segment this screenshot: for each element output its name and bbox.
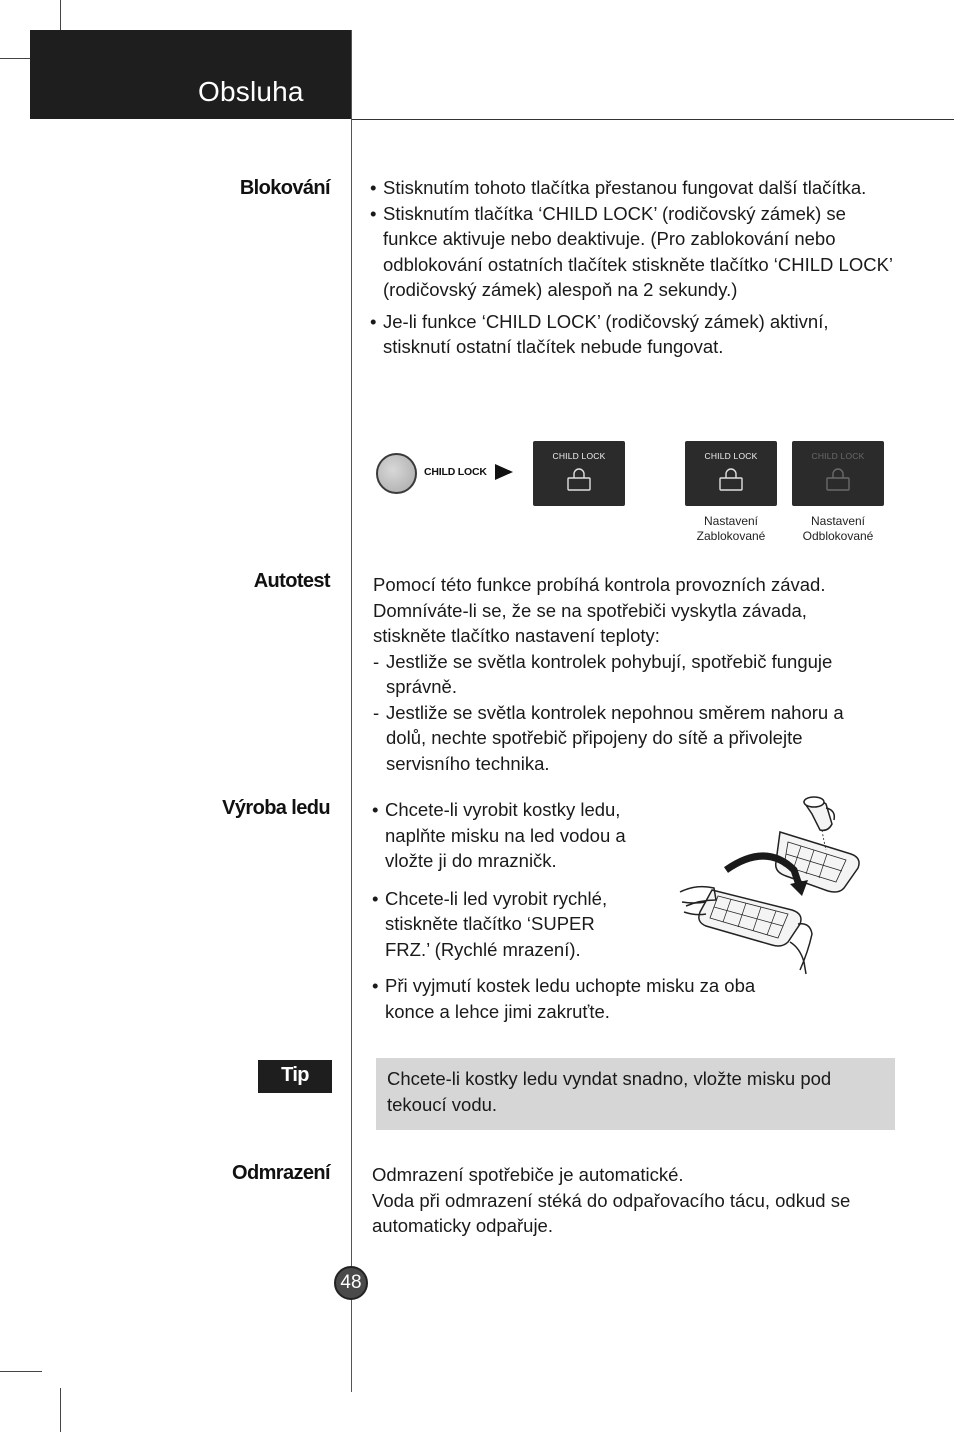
child-lock-panel xyxy=(533,441,625,506)
section-label-autotest: Autotest xyxy=(253,570,330,592)
arrow-right-icon xyxy=(495,464,513,480)
section-label-vyroba-ledu: Výroba ledu xyxy=(222,797,330,819)
header-banner xyxy=(30,30,351,119)
list-item: • Chcete-li vyrobit kostky ledu, naplňte misku na led vodou a vložte ji do mrazničk. xyxy=(372,797,657,874)
child-lock-panel-locked xyxy=(685,441,777,506)
panel-label: CHILD LOCK xyxy=(552,451,606,461)
caption-line: Nastavení xyxy=(810,514,866,528)
crop-mark xyxy=(0,1371,42,1372)
paragraph-line: Pomocí této funkce probíhá kontrola provozních závad. xyxy=(373,574,826,595)
tip-label: Tip xyxy=(281,1064,309,1086)
tip-badge xyxy=(258,1060,332,1093)
padlock-icon xyxy=(718,467,744,491)
list-item: - Jestliže se světla kontrolek nepohnou směrem nahoru a dolů, nechte spotřebič připojeny do sítě a přivolejte servisního technika. xyxy=(373,700,883,777)
child-lock-panel-unlocked xyxy=(792,441,884,506)
child-lock-button-label: CHILD LOCK xyxy=(424,466,487,478)
autotest-text xyxy=(373,572,903,776)
page-title: Obsluha xyxy=(198,76,304,107)
section-label-odmrazeni: Odmrazení xyxy=(232,1162,330,1184)
caption-locked xyxy=(681,514,781,544)
child-lock-button-icon xyxy=(376,453,417,494)
paragraph-line: Voda při odmrazení stéká do odpařovacího tácu, odkud se automaticky odpařuje. xyxy=(372,1189,851,1236)
crop-mark xyxy=(60,1388,61,1432)
section-label-blokovani: Blokování xyxy=(239,177,330,199)
list-item: • Stisknutím tohoto tlačítka přestanou fungovat další tlačítka. xyxy=(370,175,900,201)
column-divider xyxy=(351,30,352,1392)
padlock-icon xyxy=(825,467,851,491)
list-item: • Při vyjmutí kostek ledu uchopte misku za oba konce a lehce jimi zakruťte. xyxy=(372,973,772,1024)
paragraph-line: Odmrazení spotřebiče je automatické. xyxy=(372,1164,684,1185)
caption-line: Zablokované xyxy=(696,529,766,543)
list-item: • Je-li funkce ‘CHILD LOCK’ (rodičovský zámek) aktivní, stisknutí ostatní tlačítek nebude fungovat. xyxy=(370,309,900,360)
caption-unlocked xyxy=(788,514,888,544)
padlock-icon xyxy=(566,467,592,491)
paragraph-line: stiskněte tlačítko nastavení teploty: xyxy=(373,625,660,646)
paragraph-line: Domníváte-li se, že se na spotřebiči vyskytla závada, xyxy=(373,599,807,621)
blokovani-text xyxy=(370,175,900,360)
list-item: - Jestliže se světla kontrolek pohybují, spotřebič funguje správně. xyxy=(373,649,878,700)
list-item: • Chcete-li led vyrobit rychlé, stiskněte tlačítko ‘SUPER FRZ.’ (Rychlé mrazení). xyxy=(372,886,637,963)
ice-tray-illustration xyxy=(676,792,898,977)
page-number: 48 xyxy=(334,1266,368,1300)
tip-text: Chcete-li kostky ledu vyndat snadno, vložte misku pod tekoucí vodu. xyxy=(387,1068,832,1115)
crop-mark xyxy=(0,58,30,59)
panel-label: CHILD LOCK xyxy=(811,451,865,461)
list-item: • Stisknutím tlačítka ‘CHILD LOCK’ (rodičovský zámek) se funkce aktivuje nebo deaktivuje. (Pro zablokování nebo odblokování ostatních tlačítek stiskněte tlačítko ‘CHILD LOCK’ (rodičovský zámek) alespoň na 2 sekundy.) xyxy=(370,201,900,303)
header-rule xyxy=(351,119,954,120)
odmrazeni-text xyxy=(372,1162,902,1239)
caption-line: Odblokované xyxy=(802,529,874,543)
caption-line: Nastavení xyxy=(703,514,759,528)
panel-label: CHILD LOCK xyxy=(704,451,758,461)
tip-callout xyxy=(376,1058,895,1130)
